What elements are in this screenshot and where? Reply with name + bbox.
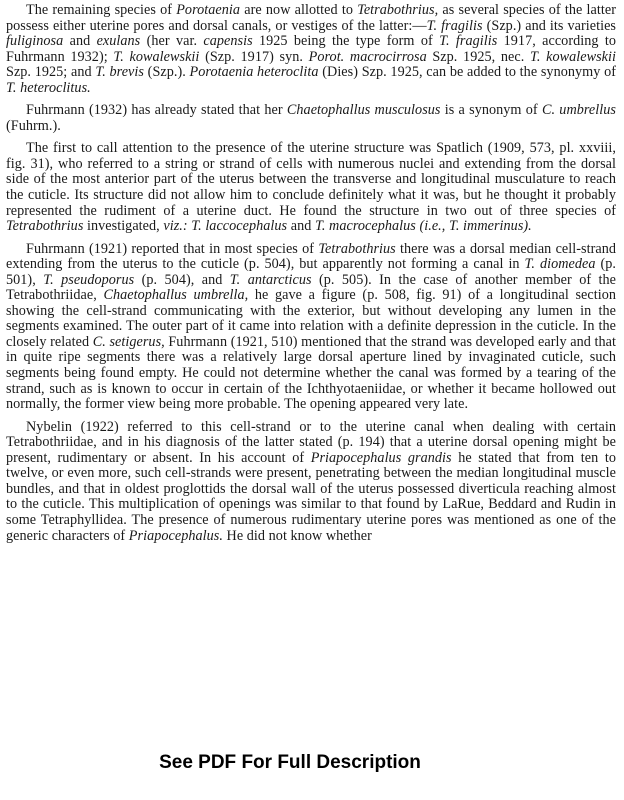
italic-term: C. setigerus, [92,333,165,350]
text-run: (p. 504), and [134,271,230,288]
text-run: Fuhrmann (1932) has already stated that her [26,102,287,119]
text-run: 1925 being the type form of [252,33,440,50]
paragraph-spatlich-observation [6,141,616,234]
text-run: as several species of the latter possess either uterine pores and dorsal canals, or vestiges of the latter:— [6,2,616,34]
text-run: (Szp.). [143,64,190,81]
italic-term: Porotaenia heteroclita [189,64,319,81]
document-body [6,3,616,565]
italic-term: T. heteroclitus. [6,79,91,96]
paragraph-chaetophallus-synonym [6,103,616,134]
text-run: and [63,33,97,50]
italic-term: T. antarcticus [229,271,312,288]
text-run: The first to call attention to the presence of the uterine structure was Spatlich (1909, 573, pl. xxviii, fig. 31), who referred to a string or strand of cells with numerous nuclei and extending from the dorsal side of the most anterior part of the uterus between the transverse and longitudinal musculature to reach the cuticle. Its structure did not allow him to conclude definitely what it was, but he thought it probably represented the rudiment of a uterine duct. He found the structure in two out of three species of [6,140,616,219]
italic-term: Chaetophallus umbrella, [103,287,249,304]
text-run: The remaining species of [26,2,177,18]
italic-term: T. brevis [95,64,144,81]
italic-term: T. kowalewskii [529,48,617,65]
text-run: Szp. 1925; and [6,64,96,81]
italic-term: T. diomedea [524,256,596,273]
text-run: (Fuhrm.). [6,117,61,134]
italic-term: Porot. macrocirrosa [308,48,427,65]
text-run: Szp. 1925, nec. [426,48,530,65]
text-run: Fuhrmann (1921) reported that in most species of [26,240,319,257]
italic-term: fuliginosa [6,33,64,50]
text-run: Fuhrmann (1921, 510) mentioned that the strand was developed early and that in quite ripe segments there was a relatively large dorsal aperture lined by invaginated cuticle, such segments being found empty. He could not determine whether the canal was formed by a tearing of the strand, such as is known to occur in certain of the Ichthyotaeniidae, or whether it became hollowed out normally, the former view being more probable. The opening appeared very late. [6,333,617,413]
italic-term: exulans [96,33,141,50]
italic-term: Tetrabothrius, [357,2,439,18]
text-run: are now allotted to [240,2,358,18]
italic-term: T. pseudoporus [43,271,135,288]
text-run: is a synonym of [440,102,542,119]
italic-term: capensis [203,33,253,50]
text-run: He did not know whether [222,527,372,544]
italic-term: Priapocephalus. [128,527,223,544]
text-run: (her var. [140,33,204,50]
text-run: (Szp. 1917) syn. [199,48,309,65]
italic-term: Tetrabothrius [6,218,84,235]
italic-term: T. fragilis [426,17,483,34]
text-run: (Szp.) and its varieties [482,17,616,34]
text-run: (Dies) Szp. 1925, can be added to the synonymy of [318,64,616,81]
text-run: there was a dorsal median cell-strand extending from the uterus to the cuticle (p. 504), but apparently not forming a canal in [6,240,617,273]
text-run: (p. 505). In the case of another member of the Tetrabothriidae, [6,271,616,304]
italic-term: C. umbrellus [541,102,616,119]
paragraph-nybelin-1922 [6,420,616,544]
italic-term: Chaetophallus musculosus [286,102,441,119]
text-run: he stated that from ten to twelve, or even more, such cell-strands were present, penetrating between the median longitudinal muscle bundles, and that in oldest proglottids the dorsal wall of the uterus possessed diverticula reaching almost to the cuticle. This multiplication of openings was similar to that found by LaRue, Beddard and Rudin in some Tetraphyllidea. The presence of numerous rudimentary uterine pores was mentioned as one of the generic characters of [6,449,616,544]
text-run: he gave a figure (p. 508, fig. 91) of a longitudinal section showing the cell-strand communicating with the exterior, but without developing any lumen in the segments examined. The outer part of it came into relation with a definite depression in the cuticle. In the closely related [6,287,616,350]
paragraph-fuhrmann-1921 [6,242,616,413]
italic-term: T. macrocephalus (i.e., T. immerinus). [314,218,532,235]
text-run: 1917, according to Fuhrmann 1932); [6,33,616,65]
text-run: (p. 501), [6,256,616,288]
see-pdf-notice: See PDF For Full Description [159,752,421,773]
italic-term: Porotaenia [176,2,241,18]
italic-term: T. fragilis [439,33,498,50]
italic-term: Tetrabothrius [318,240,396,257]
text-run: Nybelin (1922) referred to this cell-strand or to the uterine canal when dealing with certain Tetrabothriidae, and in his diagnosis of the latter stated (p. 194) that a uterine dorsal opening might be present, rudimentary or absent. In his account of [6,418,616,466]
truncated-text-line [6,551,616,565]
italic-term: viz.: T. laccocephalus [163,218,288,235]
text-run: and [287,218,315,235]
italic-term: T. kowalewskii [113,48,200,65]
italic-term: Priapocephalus grandis [310,449,452,466]
text-run: investigated, [83,218,164,235]
paragraph-porotaenia-species [6,3,616,96]
